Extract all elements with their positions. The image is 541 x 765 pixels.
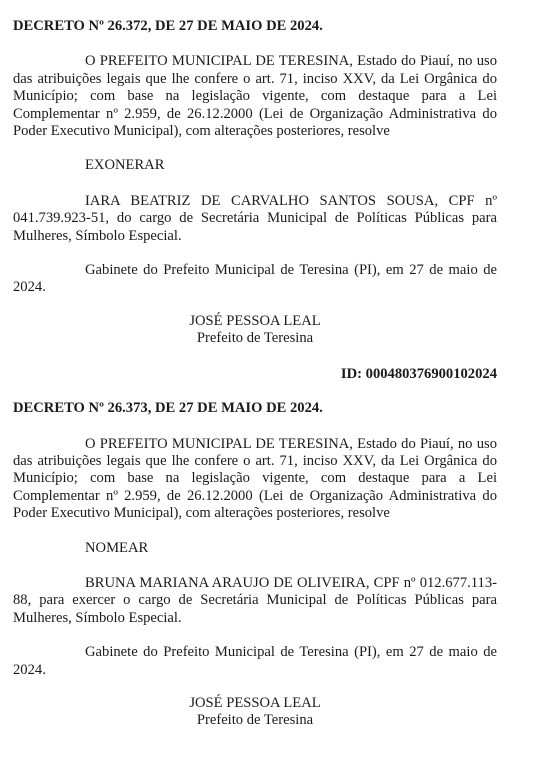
decree-26373 xyxy=(13,400,497,730)
signature-block xyxy=(13,695,497,730)
decree-action: EXONERAR xyxy=(85,157,165,174)
signer-role: Prefeito de Teresina xyxy=(196,712,314,729)
decree-title: DECRETO Nº 26.373, DE 27 DE MAIO DE 2024. xyxy=(13,400,323,417)
document-id: ID: 000480376900102024 xyxy=(340,365,497,382)
signer-role: Prefeito de Teresina xyxy=(196,330,314,347)
decree-26372 xyxy=(13,18,497,383)
decree-closing: Gabinete do Prefeito Municipal de Teresina (PI), em 27 de maio de 2024. xyxy=(13,262,497,296)
decree-action: NOMEAR xyxy=(85,539,149,556)
signer-name: JOSÉ PESSOA LEAL xyxy=(189,694,321,711)
decree-title: DECRETO Nº 26.372, DE 27 DE MAIO DE 2024. xyxy=(13,18,323,34)
signer-name: JOSÉ PESSOA LEAL xyxy=(189,312,321,329)
signature-block xyxy=(13,313,497,348)
decree-body: BRUNA MARIANA ARAUJO DE OLIVEIRA, CPF nº 012.677.113-88, para exercer o cargo de Secretária Municipal de Políticas Públicas para Mulheres, Símbolo Especial. xyxy=(13,574,497,626)
decree-preamble: O PREFEITO MUNICIPAL DE TERESINA, Estado do Piauí, no uso das atribuições legais que lhe confere o art. 71, inciso XXV, da Lei Orgânica do Município; com base na legislação vigente, com destaque para a Lei Complementar nº 2.959, de 26.12.2000 (Lei de Organização Administrativa do Poder Executivo Municipal), com alterações posteriores, resolve xyxy=(13,435,497,522)
decree-closing: Gabinete do Prefeito Municipal de Teresina (PI), em 27 de maio de 2024. xyxy=(13,644,497,678)
decree-preamble: O PREFEITO MUNICIPAL DE TERESINA, Estado do Piauí, no uso das atribuições legais que lhe confere o art. 71, inciso XXV, da Lei Orgânica do Município; com base na legislação vigente, com destaque para a Lei Complementar nº 2.959, de 26.12.2000 (Lei de Organização Administrativa do Poder Executivo Municipal), com alterações posteriores, resolve xyxy=(13,53,497,140)
decree-body: IARA BEATRIZ DE CARVALHO SANTOS SOUSA, CPF nº 041.739.923-51, do cargo de Secretária Municipal de Políticas Públicas para Mulheres, Símbolo Especial. xyxy=(13,192,497,244)
